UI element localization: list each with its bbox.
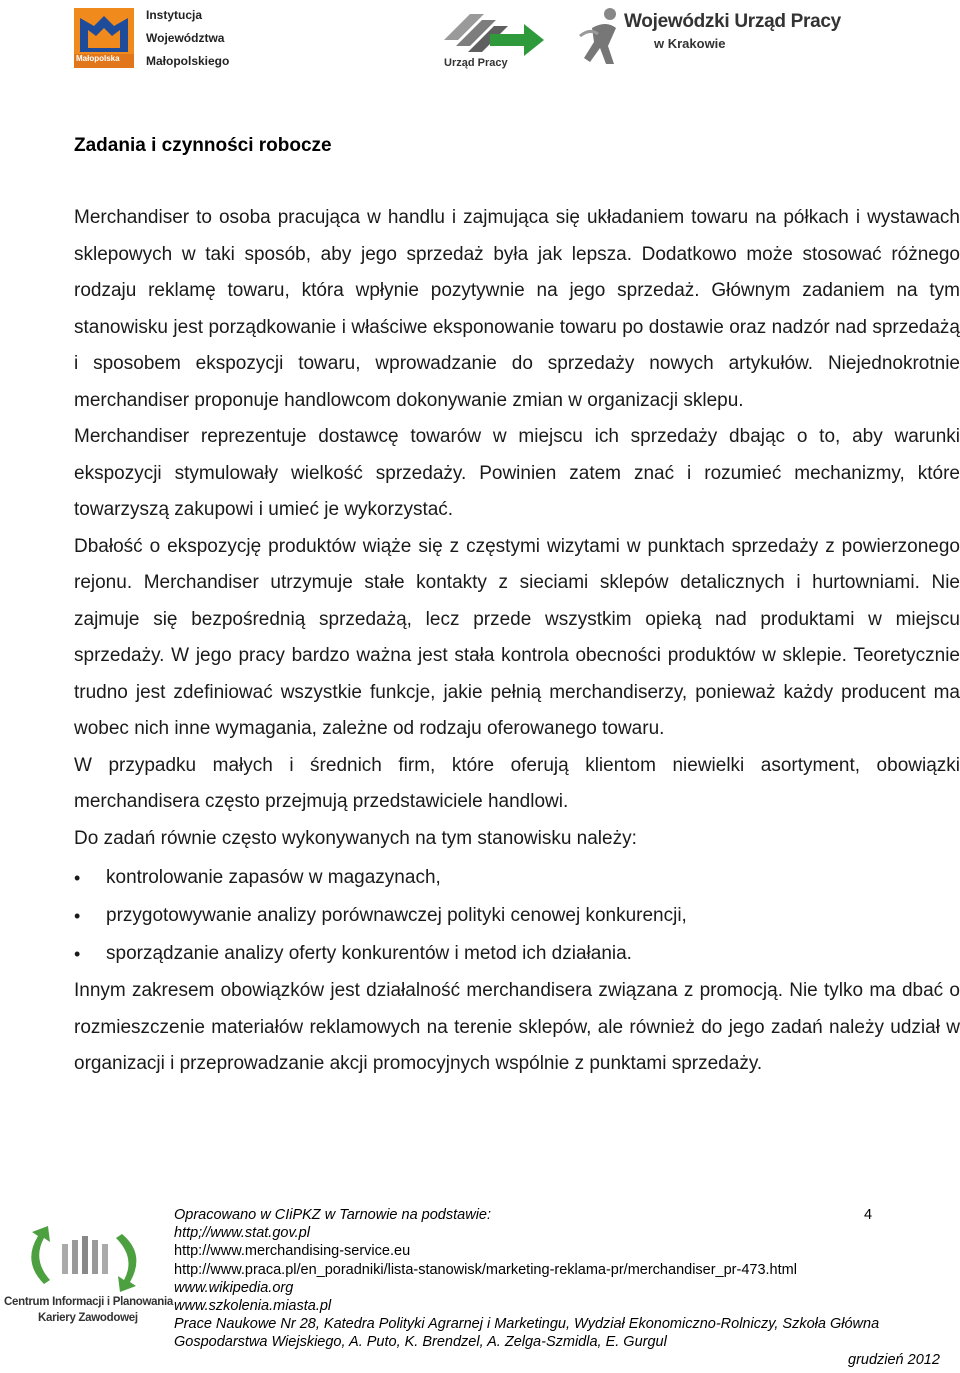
body-text bbox=[74, 200, 960, 1083]
ciipkz-logo bbox=[4, 1222, 173, 1332]
source-link[interactable]: www.szkolenia.miasta.pl bbox=[174, 1298, 332, 1315]
main-content bbox=[74, 128, 960, 1083]
malopolska-badge: Małopolska bbox=[76, 54, 120, 63]
wup-krakow-logo bbox=[578, 6, 878, 68]
urzad-pracy-arrow-icon bbox=[440, 10, 550, 56]
institution-line-3: Małopolskiego bbox=[146, 54, 230, 68]
sources-section bbox=[174, 1206, 954, 1352]
sources-title: Opracowano w CIiPKZ w Tarnowie na podstawie: bbox=[174, 1207, 492, 1223]
page-title: Zadania i czynności robocze bbox=[74, 135, 332, 156]
institution-name bbox=[146, 4, 229, 73]
malopolska-institution-logo bbox=[74, 8, 229, 72]
list-item: • przygotowywanie analizy porównawczej polityki cenowej konkurencji, bbox=[74, 897, 960, 935]
page-number: 4 bbox=[864, 1207, 873, 1223]
source-link[interactable]: http://www.praca.pl/en_poradniki/lista-stanowisk/marketing-reklama-pr/merchandiser_pr-473.html bbox=[174, 1261, 797, 1278]
paragraph-1: Merchandiser to osoba pracująca w handlu i zajmująca się układaniem towaru na półkach i wystawach sklepowych w taki sposób, aby jego sprzedaż była jak lepsza. Dodatkowo może stosować różnego rodzaju reklamę towaru, która wpłynie pozytywnie na jego sprzedaż. Głównym zadaniem na tym stanowisku jest porządkowanie i właściwe eksponowanie towaru po dostawie oraz nadzór nad sprzedażą i sposobem ekspozycji towaru, wprowadzanie do sprzedaży nowych artykułów. Niejednokrotnie merchandiser proponuje handlowcom dokonywanie zmian w organizacji sklepu. bbox=[74, 207, 960, 411]
wup-title: Wojewódzki Urząd Pracy bbox=[624, 11, 841, 32]
wup-figure-icon bbox=[578, 6, 622, 68]
urzad-pracy-label: Urząd Pracy bbox=[444, 57, 508, 69]
closing-paragraph: Innym zakresem obowiązków jest działalność merchandisera związana z promocją. Nie tylko ma dbać o rozmieszczenie materiałów reklamowych na terenie sklepów, ale również do jego zadań należy udział w organizacji i przeprowadzanie akcji promocyjnych wspólnie z punktami sprzedaży. bbox=[74, 980, 960, 1074]
ciipkz-name-line-1: Centrum Informacji i Planowania bbox=[4, 1296, 173, 1308]
source-citation: Prace Naukowe Nr 28, Katedra Polityki Agrarnej i Marketingu, Wydział Ekonomiczno-Rolniczy, Szkoła Główna Gospodarstwa Wiejskiego, A. Puto, K. Brendzel, A. Zelga-Szmidla, E. Gurgul bbox=[174, 1316, 880, 1351]
task-list bbox=[74, 859, 960, 973]
list-item: • kontrolowanie zapasów w magazynach, bbox=[74, 859, 960, 897]
source-link[interactable]: www.wikipedia.org bbox=[174, 1279, 294, 1296]
malopolska-emblem-icon bbox=[74, 8, 134, 68]
source-link[interactable]: http://www.merchandising-service.eu bbox=[174, 1243, 411, 1260]
urzad-pracy-logo bbox=[440, 10, 550, 72]
paragraph-5: Do zadań równie często wykonywanych na tym stanowisku należy: bbox=[74, 827, 637, 849]
institution-line-1: Instytucja bbox=[146, 8, 203, 22]
page-header bbox=[0, 0, 960, 90]
wup-subtitle: w Krakowie bbox=[654, 36, 726, 51]
document-date: grudzień 2012 bbox=[848, 1352, 940, 1368]
paragraph-4: W przypadku małych i średnich firm, które oferują klientom niewielki asortyment, obowiązki merchandisera często przejmują przedstawiciele handlowi. bbox=[74, 754, 960, 812]
institution-line-2: Województwa bbox=[146, 31, 225, 45]
paragraph-3: Dbałość o ekspozycję produktów wiąże się z częstymi wizytami w punktach sprzedaży z powierzonego rejonu. Merchandiser utrzymuje stałe kontakty z sieciami sklepów detalicznych i hurtowniami. Nie zajmuje się bezpośrednią sprzedażą, lecz przede wszystkim opieką nad produktami w miejscu sprzedaży. W jego pracy bardzo ważna jest stała kontrola obecności produktów w sklepie. Teoretycznie trudno jest zdefiniować wszystkie funkcje, jakie pełnią merchandiserzy, ponieważ każdy producent ma wobec nich inne wymagania, zależne od rodzaju oferowanego towaru. bbox=[74, 535, 960, 739]
ciipkz-name-line-2: Kariery Zawodowej bbox=[38, 1312, 138, 1324]
list-item: • sporządzanie analizy oferty konkurentów i metod ich działania. bbox=[74, 935, 960, 973]
source-link[interactable]: http;//www.stat.gov.pl bbox=[174, 1225, 310, 1242]
paragraph-2: Merchandiser reprezentuje dostawcę towarów w miejscu ich sprzedaży dbając o to, aby warunki ekspozycji stymulowały wielkość sprzedaży. Powinien zatem znać i rozumieć mechanizmy, które towarzyszą zakupowi i umieć je wykorzystać. bbox=[74, 426, 960, 520]
ciipkz-arrows-icon bbox=[4, 1222, 164, 1296]
